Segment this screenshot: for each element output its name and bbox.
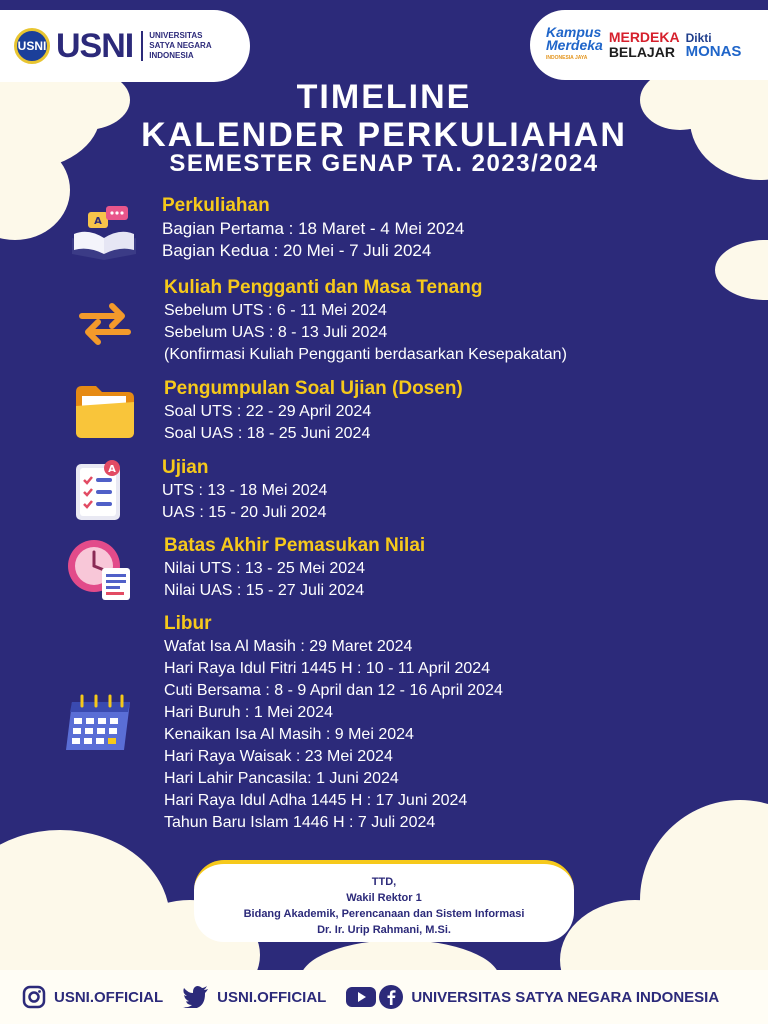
section-ujian [162,456,327,524]
section-line: (Konfirmasi Kuliah Pengganti berdasarkan Kesepakatan) [164,346,567,363]
section-line: Nilai UAS : 15 - 27 Juli 2024 [164,582,365,599]
instagram-icon[interactable] [22,985,46,1009]
partner-logos [530,10,768,80]
section-batas-nilai [164,534,425,602]
footer [0,970,768,1024]
merdeka-belajar-logo [609,30,680,60]
clock-document-icon [66,538,134,602]
signature-line: Wakil Rektor 1 [346,892,422,904]
signature-line: Dr. Ir. Urip Rahmani, M.Si. [317,924,451,936]
section-line: Hari Lahir Pancasila: 1 Juni 2024 [164,770,399,787]
section-line: Wafat Isa Al Masih : 29 Maret 2024 [164,638,413,655]
section-line: Sebelum UTS : 6 - 11 Mei 2024 [164,302,387,319]
usni-seal-icon: USNI [14,28,50,64]
usni-logo [0,10,250,82]
merdeka-kampus-text: Merdeka [546,36,603,53]
dikti-monas-logo [686,31,742,59]
university-name-line: INDONESIA [149,51,194,60]
section-line: Hari Raya Waisak : 23 Mei 2024 [164,748,393,765]
section-line: UAS : 15 - 20 Juli 2024 [162,504,327,521]
title-line1: TIMELINE [296,78,472,116]
section-title: Libur [164,613,212,634]
twitter-handle[interactable]: USNI.OFFICIAL [217,988,327,1006]
university-name-line: SATYA NEGARA [149,41,212,50]
title-line2: KALENDER PERKULIAHAN [141,116,627,154]
section-title: Ujian [162,457,209,478]
section-title: Pengumpulan Soal Ujian (Dosen) [164,378,463,399]
cloud-decoration [715,240,768,300]
kampus-merdeka-logo [546,23,603,65]
svg-text:A: A [108,464,116,475]
signature-line: TTD, [371,876,397,888]
section-perkuliahan [162,194,464,262]
twitter-icon[interactable] [183,986,209,1008]
kampus-text: Kampus [546,23,602,40]
signature-box [194,860,574,942]
section-line: Cuti Bersama : 8 - 9 April dan 12 - 16 April 2024 [164,682,503,699]
youtube-icon[interactable] [346,986,376,1008]
svg-text:A: A [94,216,102,227]
section-line: Nilai UTS : 13 - 25 Mei 2024 [164,560,365,577]
university-social-name[interactable]: UNIVERSITAS SATYA NEGARA INDONESIA [411,988,720,1006]
section-line: Soal UTS : 22 - 29 April 2024 [164,403,372,420]
section-line: Kenaikan Isa Al Masih : 9 Mei 2024 [164,726,414,743]
exam-checklist-icon [72,458,128,522]
monas-text: MONAS [685,43,742,60]
belajar-text: BELAJAR [608,44,675,60]
calendar-icon [62,692,134,754]
usni-wordmark: USNI [56,26,134,65]
dikti-text: Dikti [685,31,712,45]
kampus-tagline: INDONESIA JAYA [546,54,588,61]
university-name [141,31,211,61]
swap-arrows-icon [76,294,134,352]
section-line: Hari Buruh : 1 Mei 2024 [164,704,333,721]
section-kuliah-pengganti [164,276,567,366]
section-line: Hari Raya Idul Fitri 1445 H : 10 - 11 April 2024 [164,660,491,677]
merdeka-text: MERDEKA [608,29,680,45]
section-pengumpulan-soal [164,377,463,445]
section-line: Hari Raya Idul Adha 1445 H : 17 Juni 2024 [164,792,468,809]
section-libur [164,612,503,834]
instagram-handle[interactable]: USNI.OFFICIAL [54,988,164,1006]
section-line: Bagian Kedua : 20 Mei - 7 Juli 2024 [162,241,432,260]
section-line: UTS : 13 - 18 Mei 2024 [162,482,328,499]
section-line: Sebelum UAS : 8 - 13 Juli 2024 [164,324,388,341]
open-book-chat-icon [68,204,140,260]
title-line3: SEMESTER GENAP TA. 2023/2024 [169,150,599,177]
section-title: Kuliah Pengganti dan Masa Tenang [164,277,483,298]
university-name-line: UNIVERSITAS [149,31,203,40]
folder-icon [74,382,136,440]
section-line: Tahun Baru Islam 1446 H : 7 Juli 2024 [164,814,436,831]
section-title: Perkuliahan [162,195,270,216]
section-line: Bagian Pertama : 18 Maret - 4 Mei 2024 [162,219,465,238]
section-title: Batas Akhir Pemasukan Nilai [164,535,426,556]
signature-line: Bidang Akademik, Perencanaan dan Sistem Informasi [243,908,525,920]
section-line: Soal UAS : 18 - 25 Juni 2024 [164,425,371,442]
facebook-icon[interactable] [379,985,403,1009]
